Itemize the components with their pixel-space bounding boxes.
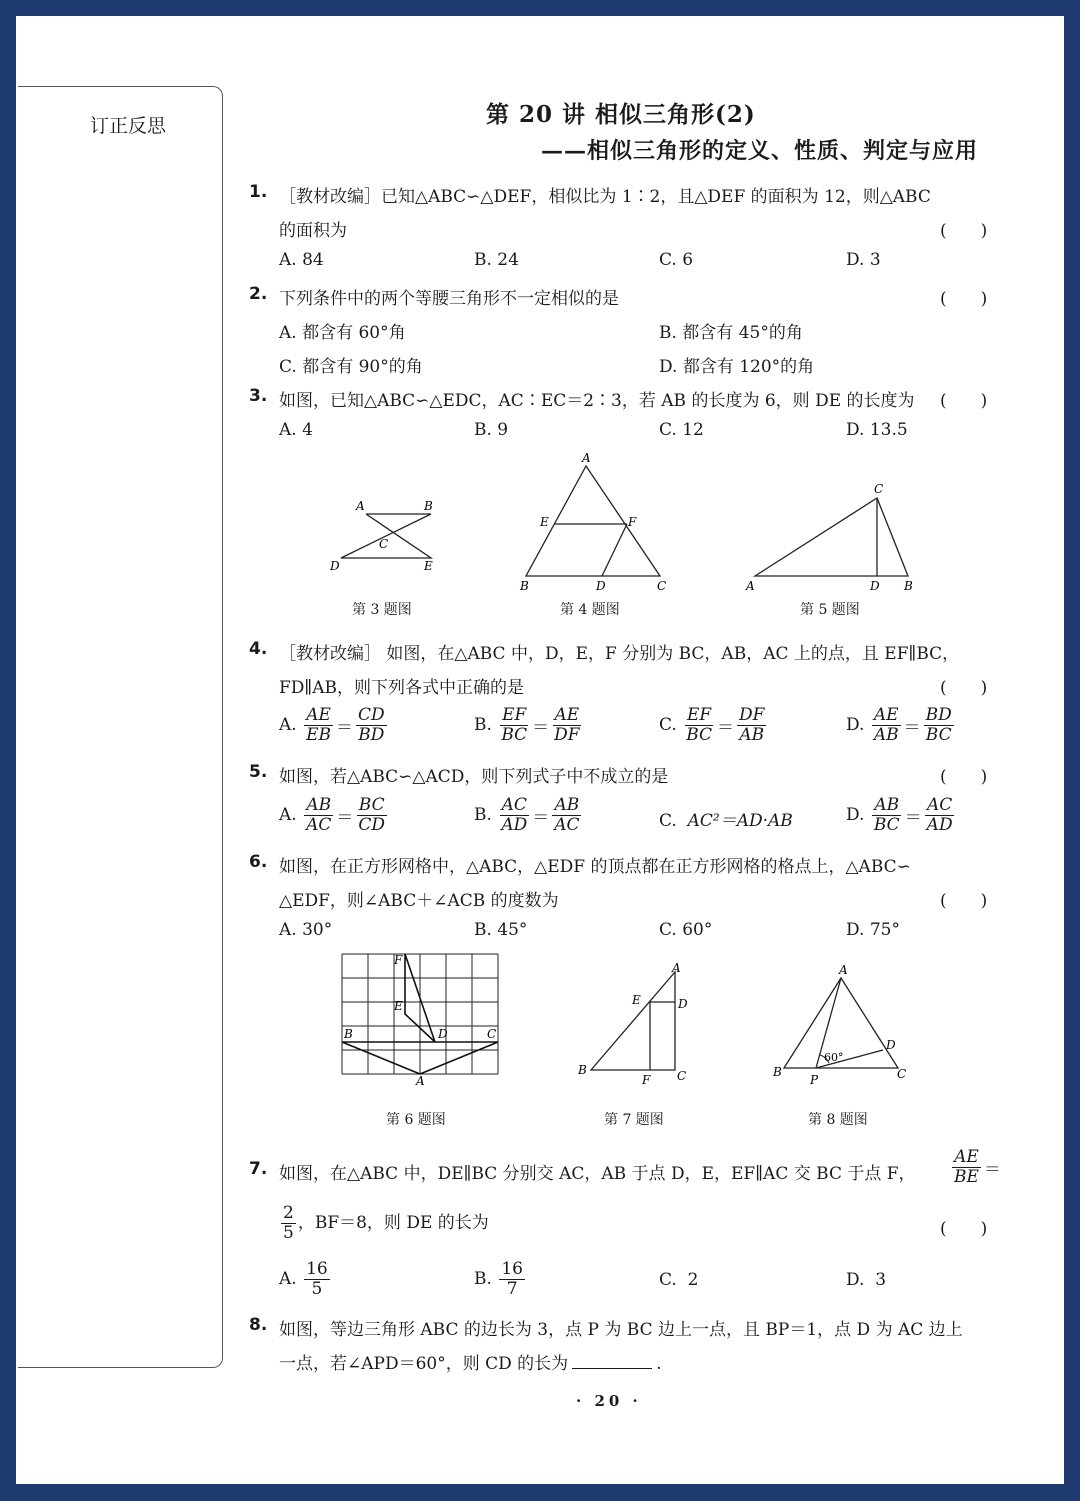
question-number: 8.	[249, 1315, 268, 1335]
question-number: 7.	[249, 1159, 268, 1179]
page-number: · 20 ·	[576, 1392, 642, 1410]
fraction: $\frac{EF}{BC}$	[501, 705, 528, 745]
figure-5	[740, 478, 930, 598]
fig3-label-c: C	[379, 537, 389, 551]
fig7-label-b: B	[578, 1063, 587, 1077]
fraction: $\frac{16}{5}$	[306, 1259, 328, 1299]
lecture-subtitle: ——相似三角形的定义、性质、判定与应用	[541, 138, 979, 164]
fig6-label-c: C	[487, 1027, 497, 1041]
fig4-label-a: A	[582, 451, 591, 465]
fraction: $\frac{2}{5}$	[283, 1203, 294, 1243]
option-b: B. $\frac{EF}{BC}$ ＝ $\frac{AE}{DF}$	[474, 705, 580, 745]
fraction: $\frac{AB}{BC}$	[873, 795, 900, 835]
answer-paren: ( )	[940, 891, 988, 911]
sidebar-title: 订正反思	[90, 115, 167, 137]
fig6-label-e: E	[394, 999, 403, 1013]
question-number: 2.	[249, 284, 268, 304]
question-text: 如图，若△ABC∽△ACD，则下列式子中不成立的是	[279, 767, 669, 787]
option-a: A. 都含有 60°角	[279, 323, 406, 343]
question-number: 4.	[249, 639, 268, 659]
fig6-label-f: F	[394, 953, 403, 967]
answer-paren: ( )	[940, 767, 988, 787]
fig8-label-d: D	[886, 1038, 896, 1052]
question-text: 如图，在正方形网格中，△ABC，△EDF 的顶点都在正方形网格的格点上，△ABC∽	[279, 857, 911, 877]
option-d: D. $\frac{AB}{BC}$ ＝ $\frac{AC}{AD}$	[846, 795, 953, 835]
worksheet-page	[16, 16, 1064, 1484]
fraction: $\frac{AE}{AB}$	[873, 705, 899, 745]
fig8-label-a: A	[839, 963, 848, 977]
question-text: 如图，等边三角形 ABC 的边长为 3，点 P 为 BC 边上一点，且 BP＝1，点 D 为 AC 边上	[279, 1320, 963, 1340]
fig5-label-b: B	[904, 579, 913, 593]
option-c: C. 2	[659, 1270, 699, 1290]
question-text: △EDF，则∠ABC＋∠ACB 的度数为	[279, 891, 559, 911]
option-b: B. $\frac{AC}{AD}$ ＝ $\frac{AB}{AC}$	[474, 795, 580, 835]
figure-7-caption: 第 7 题图	[604, 1112, 664, 1128]
fig6-label-b: B	[344, 1027, 353, 1041]
fig6-label-a: A	[416, 1074, 425, 1086]
question-number: 5.	[249, 762, 268, 782]
answer-paren: ( )	[940, 391, 988, 411]
correction-sidebar	[18, 86, 223, 1368]
fraction: $\frac{BC}{CD}$	[358, 795, 386, 835]
figure-3	[316, 494, 456, 594]
option-c: C. 都含有 90°的角	[279, 357, 423, 377]
figure-4	[510, 448, 680, 598]
option-b: B. 45°	[474, 920, 528, 940]
figure-4-caption: 第 4 题图	[560, 602, 620, 618]
figure-8	[770, 960, 920, 1086]
option-a: A. 30°	[279, 920, 333, 940]
option-b: B. 都含有 45°的角	[659, 323, 803, 343]
fraction: $\frac{DF}{AB}$	[739, 705, 765, 745]
fraction: $\frac{AE}{EB}$	[306, 705, 331, 745]
fig6-label-d: D	[438, 1027, 448, 1041]
fraction: $\frac{AE}{BE}$	[954, 1147, 979, 1187]
question-text: ［教材改编］已知△ABC∽△DEF，相似比为 1∶2，且△DEF 的面积为 12，则△ABC	[279, 187, 931, 207]
option-a: A. $\frac{AB}{AC}$ ＝ $\frac{BC}{CD}$	[279, 795, 386, 835]
figure-5-caption: 第 5 题图	[800, 602, 860, 618]
answer-paren: ( )	[940, 289, 988, 309]
answer-paren: ( )	[940, 678, 988, 698]
fig3-label-d: D	[330, 559, 340, 573]
fraction: $\frac{BD}{BC}$	[925, 705, 952, 745]
fraction: $\frac{AE}{DF}$	[554, 705, 580, 745]
fig7-label-f: F	[642, 1073, 651, 1086]
option-b: B. $\frac{16}{7}$	[474, 1259, 523, 1299]
option-c: C. AC²＝AD·AB	[659, 811, 793, 831]
fig7-label-c: C	[677, 1069, 687, 1083]
option-a: A. $\frac{16}{5}$	[279, 1259, 328, 1299]
fraction: $\frac{AB}{AC}$	[306, 795, 332, 835]
fraction: $\frac{EF}{BC}$	[686, 705, 713, 745]
question-text: FD∥AB，则下列各式中正确的是	[279, 678, 525, 698]
option-b: B. 9	[474, 420, 509, 440]
figure-7	[576, 962, 706, 1086]
question-text: $\frac{2}{5}$ ，BF＝8，则 DE 的长为	[283, 1203, 489, 1243]
option-a: A. 84	[279, 250, 324, 270]
fig5-label-a: A	[746, 579, 755, 593]
answer-paren: ( )	[940, 221, 988, 241]
question-number: 3.	[249, 386, 268, 406]
question-text: 一点，若∠APD＝60°，则 CD 的长为 .	[279, 1354, 662, 1374]
fig7-label-e: E	[632, 993, 641, 1007]
question-number: 1.	[249, 182, 268, 202]
figure-6	[332, 946, 508, 1086]
figure-6-caption: 第 6 题图	[386, 1112, 446, 1128]
option-b: B. 24	[474, 250, 519, 270]
option-c: C. 60°	[659, 920, 713, 940]
option-a: A. $\frac{AE}{EB}$ ＝ $\frac{CD}{BD}$	[279, 705, 385, 745]
fraction: $\frac{CD}{BD}$	[358, 705, 385, 745]
option-c: C. $\frac{EF}{BC}$ ＝ $\frac{DF}{AB}$	[659, 705, 765, 745]
fig8-label-b: B	[773, 1065, 782, 1079]
figure-3-caption: 第 3 题图	[352, 602, 412, 618]
fig7-label-a: A	[672, 962, 681, 975]
fig8-label-c: C	[897, 1067, 907, 1081]
lecture-title: 第 20 讲 相似三角形(2)	[486, 101, 756, 128]
question-text: 的面积为	[279, 221, 347, 241]
fig5-label-d: D	[870, 579, 880, 593]
fig8-angle-label: 60°	[824, 1051, 844, 1064]
question-text: 下列条件中的两个等腰三角形不一定相似的是	[279, 289, 619, 309]
question-text: ［教材改编］ 如图，在△ABC 中，D，E，F 分别为 BC，AB，AC 上的点，且 EF∥BC，	[279, 644, 960, 664]
option-d: D. 都含有 120°的角	[659, 357, 815, 377]
fig3-label-a: A	[356, 499, 365, 513]
fig5-label-c: C	[874, 482, 884, 496]
fraction: $\frac{AB}{AC}$	[554, 795, 580, 835]
option-a: A. 4	[279, 420, 313, 440]
answer-blank[interactable]	[572, 1368, 652, 1369]
fig4-label-e: E	[540, 515, 549, 529]
fig7-label-d: D	[678, 997, 688, 1011]
fig4-label-c: C	[657, 579, 667, 593]
fraction: $\frac{AC}{AD}$	[501, 795, 528, 835]
fig8-label-p: P	[810, 1073, 819, 1086]
fig4-label-b: B	[520, 579, 529, 593]
figure-8-caption: 第 8 题图	[808, 1112, 868, 1128]
fraction: $\frac{AC}{AD}$	[926, 795, 953, 835]
ratio-fraction: $\frac{AE}{BE}$ ＝	[954, 1147, 1001, 1187]
option-d: D. 13.5	[846, 420, 908, 440]
option-d: D. 75°	[846, 920, 900, 940]
option-c: C. 6	[659, 250, 694, 270]
option-c: C. 12	[659, 420, 704, 440]
option-d: D. $\frac{AE}{AB}$ ＝ $\frac{BD}{BC}$	[846, 705, 952, 745]
option-d: D. 3	[846, 250, 881, 270]
question-text: 如图，已知△ABC∽△EDC，AC∶EC＝2∶3，若 AB 的长度为 6，则 DE 的长度为	[279, 391, 915, 411]
fig4-label-f: F	[628, 515, 637, 529]
option-d: D. 3	[846, 1270, 887, 1290]
question-text: 如图，在△ABC 中，DE∥BC 分别交 AC，AB 于点 D，E，EF∥AC 交 BC 于点 F，	[279, 1164, 916, 1184]
question-number: 6.	[249, 852, 268, 872]
fraction: $\frac{16}{7}$	[501, 1259, 523, 1299]
fig3-label-b: B	[424, 499, 433, 513]
fig3-label-e: E	[424, 559, 433, 573]
fig4-label-d: D	[596, 579, 606, 593]
answer-paren: ( )	[940, 1219, 988, 1239]
